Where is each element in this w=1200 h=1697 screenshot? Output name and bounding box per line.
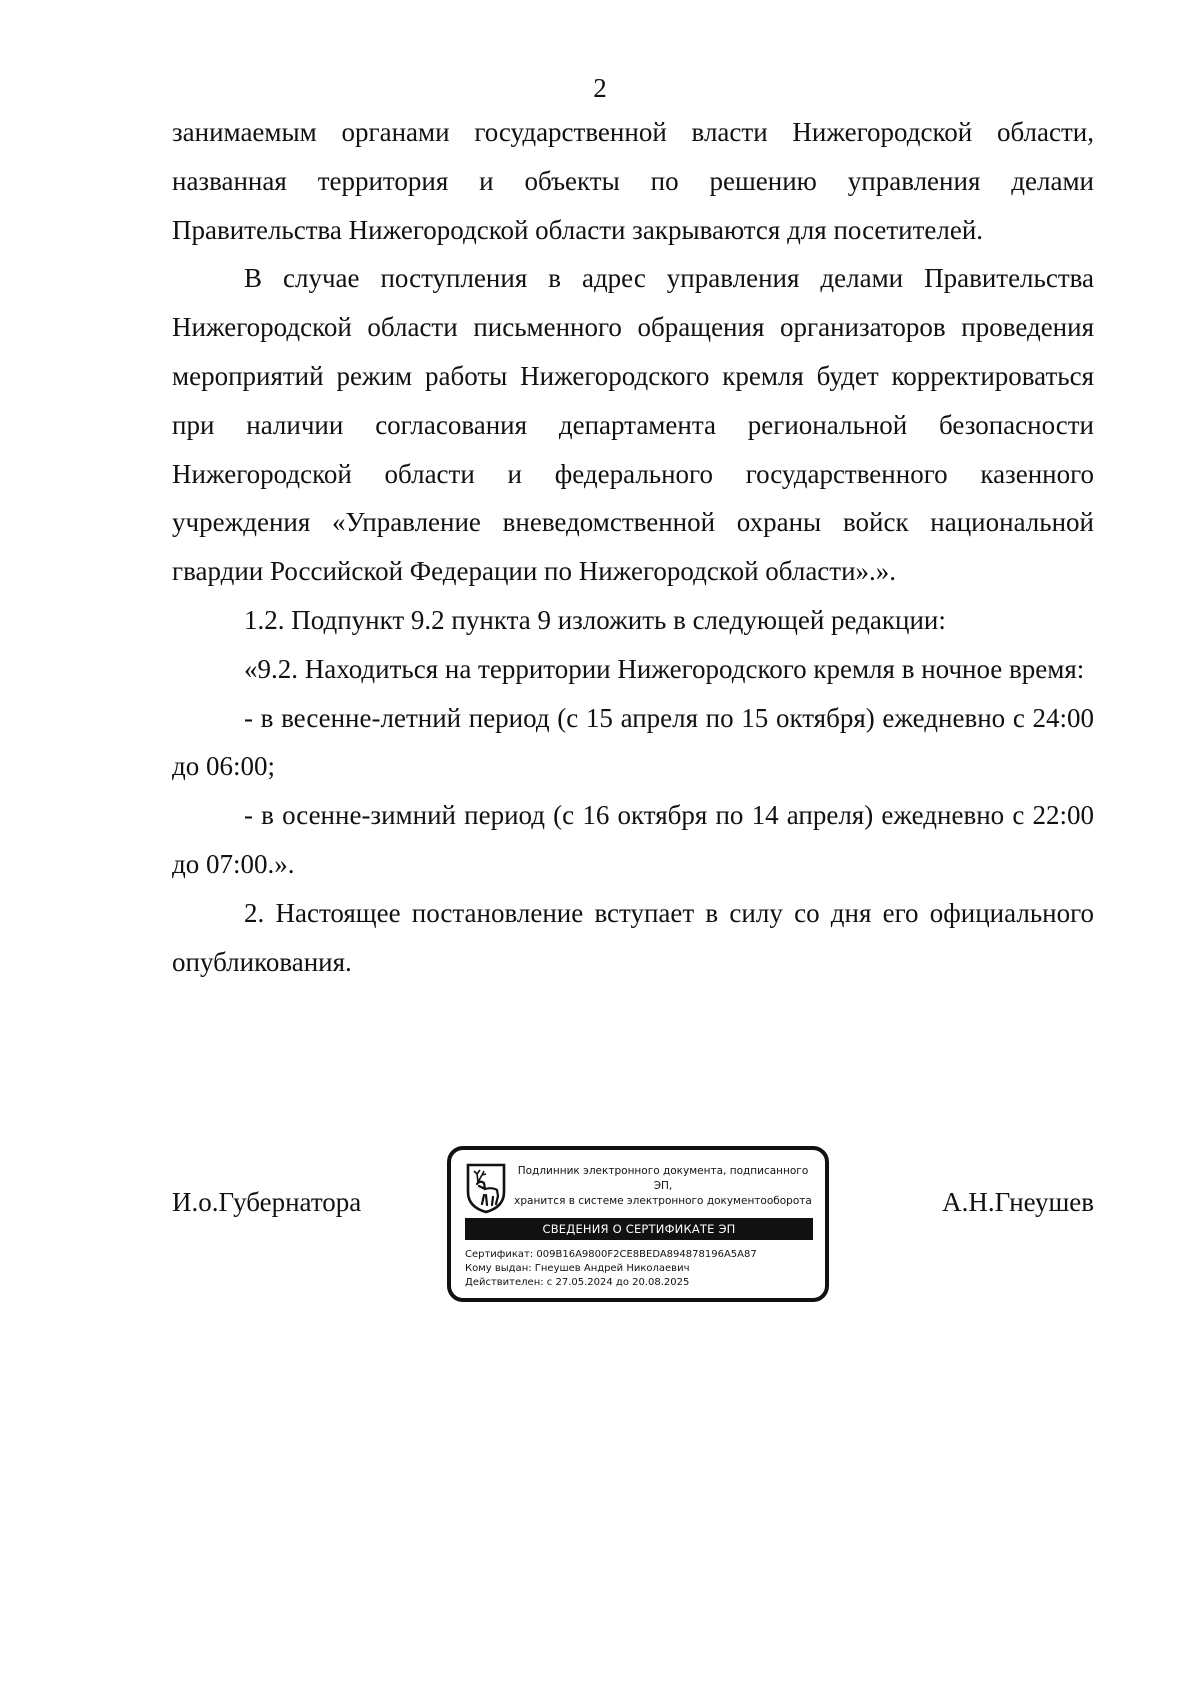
paragraph-continuation: занимаемым органами государственной власти Нижегородской области, названная территория и объекты по решению управления делами Правительства Нижегородской области закрываются для посетителей. (172, 117, 1094, 245)
stamp-certificate-number: Сертификат: 009B16A9800F2CE8BEDA894878196A5A87 (465, 1249, 757, 1260)
signatory-name: А.Н.Гнеушев (942, 1187, 1094, 1217)
paragraph-entry-into-force: 2. Настоящее постановление вступает в силу со дня его официального опубликования. (172, 897, 1094, 977)
paragraph-kremlin-schedule: В случае поступления в адрес управления делами Правительства Нижегородской области письменного обращения организаторов проведения мероприятий режим работы Нижегородского кремля будет корректироваться при наличии согласования департамента региональной безопасности Нижегородской области и федерального государственного казенного учреждения «Управление вневедомственной охраны войск национальной гвардии Российской Федерации по Нижегородской области».». (172, 263, 1094, 587)
stamp-certificate-title: СВЕДЕНИЯ О СЕРТИФИКАТЕ ЭП (465, 1218, 813, 1240)
paragraph-clause-9-2: «9.2. Находиться на территории Нижегородского кремля в ночное время: (244, 653, 1085, 684)
document-body (172, 108, 1094, 986)
stamp-certificate-details (465, 1248, 817, 1290)
paragraph-spring-summer: - в весенне-летний период (с 15 апреля по 15 октября) ежедневно с 24:00 до 06:00; (172, 702, 1094, 782)
stamp-validity: Действителен: с 27.05.2024 до 20.08.2025 (465, 1277, 690, 1288)
stamp-header-line-2: хранится в системе электронного документооборота (514, 1195, 812, 1207)
page-number: 2 (593, 73, 607, 103)
paragraph-subclause-1-2: 1.2. Подпункт 9.2 пункта 9 изложить в следующей редакции: (244, 604, 946, 635)
stamp-header (513, 1164, 813, 1209)
nizhny-novgorod-deer-emblem-icon (465, 1162, 507, 1214)
stamp-header-line-1: Подлинник электронного документа, подписанного ЭП, (517, 1165, 809, 1192)
electronic-signature-stamp (447, 1146, 829, 1302)
paragraph-autumn-winter: - в осенне-зимний период (с 16 октября по 14 апреля) ежедневно с 22:00 до 07:00.». (172, 800, 1094, 879)
stamp-issued-to: Кому выдан: Гнеушев Андрей Николаевич (465, 1263, 690, 1274)
signatory-position: И.о.Губернатора (172, 1187, 362, 1217)
